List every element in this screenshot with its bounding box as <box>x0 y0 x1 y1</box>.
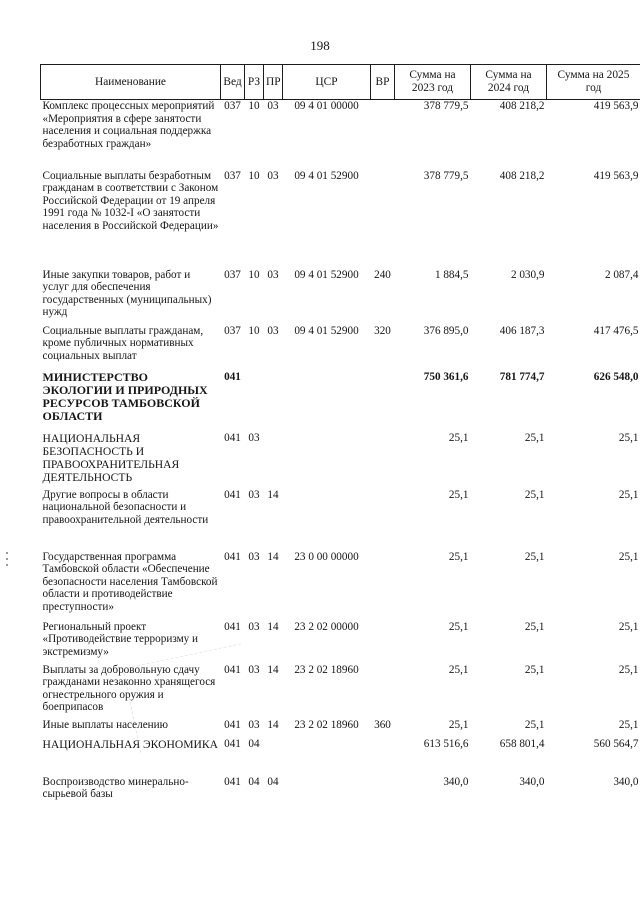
cell-ved: 041 <box>224 620 241 633</box>
cell-ved: 041 <box>224 488 241 501</box>
cell-sum-2023: 378 779,5 <box>423 169 469 182</box>
cell-vr <box>371 430 395 487</box>
cell-sum-2024: 408 218,2 <box>499 169 545 182</box>
cell-sum-2023: 25,1 <box>448 718 469 731</box>
cell-rz: 10 <box>248 324 260 337</box>
cell-csr: 23 2 02 00000 <box>294 620 359 633</box>
header-vr: ВР <box>371 65 395 100</box>
cell-name: Выплаты за добровольную сдачу гражданами незаконно хранящегося огнестрельного оружия и боеприпасов <box>42 663 216 714</box>
cell-ved: 041 <box>224 550 241 563</box>
cell-sum-2023: 25,1 <box>448 431 469 444</box>
cell-csr <box>283 430 371 487</box>
cell-rz: 03 <box>248 663 260 676</box>
cell-sum-2025: 560 564,7 <box>593 737 639 750</box>
cell-pr: 14 <box>267 620 279 633</box>
header-csr: ЦСР <box>283 65 371 100</box>
cell-sum-2024: 25,1 <box>524 718 545 731</box>
cell-ved: 041 <box>224 663 241 676</box>
cell-csr: 09 4 01 52900 <box>294 268 359 281</box>
cell-pr: 03 <box>267 324 279 337</box>
table-row <box>41 487 640 548</box>
cell-sum-2025: 25,1 <box>618 663 639 676</box>
cell-ved: 037 <box>224 268 241 281</box>
table-header-row <box>41 65 640 100</box>
cell-pr: 14 <box>267 550 279 563</box>
cell-sum-2024: 25,1 <box>524 663 545 676</box>
cell-vr <box>371 166 395 265</box>
cell-rz: 04 <box>248 775 260 788</box>
cell-csr: 23 0 00 00000 <box>294 550 359 563</box>
header-sum-2025: Сумма на 2025 год <box>547 65 640 100</box>
cell-ved: 037 <box>224 324 241 337</box>
cell-pr: 03 <box>267 100 279 112</box>
cell-sum-2025: 419 563,9 <box>593 100 639 112</box>
cell-pr: 14 <box>267 718 279 731</box>
table-row <box>41 321 640 367</box>
cell-csr <box>283 487 371 548</box>
cell-pr <box>264 367 283 430</box>
cell-ved: 037 <box>224 169 241 182</box>
cell-pr: 14 <box>267 663 279 676</box>
cell-name: Региональный проект «Противодействие терроризму и экстремизму» <box>42 620 199 658</box>
header-rz: РЗ <box>245 65 264 100</box>
cell-sum-2024: 25,1 <box>524 431 545 444</box>
cell-name: НАЦИОНАЛЬНАЯ ЭКОНОМИКА <box>42 737 219 751</box>
cell-ved: 041 <box>224 737 241 750</box>
table-row <box>41 548 640 619</box>
cell-vr <box>371 738 395 772</box>
cell-sum-2025: 2 087,4 <box>604 268 639 281</box>
table-row <box>41 717 640 738</box>
cell-name: Социальные выплаты гражданам, кроме публичных нормативных социальных выплат <box>42 324 204 362</box>
cell-sum-2024: 658 801,4 <box>499 737 545 750</box>
cell-sum-2024: 781 774,7 <box>499 370 545 383</box>
cell-vr <box>371 619 395 662</box>
table-row <box>41 772 640 804</box>
margin-mark <box>6 564 8 566</box>
header-sum-2023: Сумма на 2023 год <box>395 65 471 100</box>
cell-rz: 03 <box>248 488 260 501</box>
cell-sum-2024: 408 218,2 <box>499 100 545 112</box>
cell-rz: 03 <box>248 550 260 563</box>
cell-rz: 03 <box>248 431 260 444</box>
cell-sum-2023: 613 516,6 <box>423 737 469 750</box>
cell-sum-2023: 378 779,5 <box>423 100 469 112</box>
cell-pr: 03 <box>267 268 279 281</box>
cell-vr: 360 <box>374 718 391 731</box>
table-row <box>41 738 640 772</box>
cell-sum-2023: 25,1 <box>448 663 469 676</box>
header-sum-2024: Сумма на 2024 год <box>471 65 547 100</box>
cell-sum-2025: 340,0 <box>613 775 639 788</box>
margin-mark <box>6 552 8 554</box>
header-pr: ПР <box>264 65 283 100</box>
cell-sum-2025: 25,1 <box>618 550 639 563</box>
cell-ved: 041 <box>224 718 241 731</box>
cell-csr <box>283 738 371 772</box>
cell-sum-2025: 419 563,9 <box>593 169 639 182</box>
cell-vr <box>371 662 395 717</box>
cell-csr <box>283 367 371 430</box>
cell-name: Другие вопросы в области национальной безопасности и правоохранительной деятельности <box>42 488 209 526</box>
cell-sum-2025: 417 476,5 <box>593 324 639 337</box>
header-ved: Вед <box>221 65 245 100</box>
cell-sum-2024: 25,1 <box>524 620 545 633</box>
cell-sum-2025: 25,1 <box>618 718 639 731</box>
cell-sum-2024: 2 030,9 <box>510 268 545 281</box>
cell-sum-2023: 25,1 <box>448 488 469 501</box>
cell-vr <box>371 367 395 430</box>
cell-vr <box>371 772 395 804</box>
cell-csr: 09 4 01 52900 <box>294 169 359 182</box>
cell-sum-2023: 340,0 <box>443 775 469 788</box>
cell-rz: 03 <box>248 718 260 731</box>
cell-sum-2024: 406 187,3 <box>499 324 545 337</box>
cell-name: МИНИСТЕРСТВО ЭКОЛОГИИ И ПРИРОДНЫХ РЕСУРСОВ ТАМБОВСКОЙ ОБЛАСТИ <box>42 369 208 423</box>
page-number: 198 <box>310 38 330 53</box>
cell-rz: 04 <box>248 737 260 750</box>
cell-pr: 04 <box>267 775 279 788</box>
cell-sum-2023: 1 884,5 <box>434 268 469 281</box>
cell-csr: 23 2 02 18960 <box>294 718 359 731</box>
cell-ved: 041 <box>224 431 241 444</box>
cell-csr <box>283 772 371 804</box>
cell-vr: 320 <box>374 324 391 337</box>
cell-sum-2023: 376 895,0 <box>423 324 469 337</box>
table-row <box>41 619 640 662</box>
cell-name: Комплекс процессных мероприятий «Мероприятия в сфере занятости населения и социальная поддержка безработных граждан» <box>42 100 215 150</box>
table-row <box>41 265 640 321</box>
cell-pr <box>264 430 283 487</box>
cell-sum-2024: 25,1 <box>524 488 545 501</box>
cell-ved: 041 <box>224 775 241 788</box>
margin-mark <box>6 558 8 560</box>
cell-name: Государственная программа Тамбовской области «Обеспечение безопасности населения Тамбовской области и противодействие преступности» <box>42 550 218 613</box>
cell-vr <box>371 487 395 548</box>
table-row <box>41 166 640 265</box>
cell-pr: 14 <box>267 488 279 501</box>
cell-sum-2023: 750 361,6 <box>423 370 469 383</box>
cell-sum-2025: 25,1 <box>618 431 639 444</box>
cell-pr <box>264 738 283 772</box>
cell-vr <box>371 548 395 619</box>
cell-name: Иные закупки товаров, работ и услуг для обеспечения государственных (муниципальных) нужд <box>42 268 212 319</box>
cell-pr: 03 <box>267 169 279 182</box>
cell-name: Воспроизводство минерально-сырьевой базы <box>42 775 189 801</box>
cell-sum-2023: 25,1 <box>448 620 469 633</box>
cell-rz <box>245 367 264 430</box>
cell-name: Иные выплаты населению <box>42 718 168 731</box>
cell-name: НАЦИОНАЛЬНАЯ БЕЗОПАСНОСТЬ И ПРАВООХРАНИТЕЛЬНАЯ ДЕЯТЕЛЬНОСТЬ <box>42 431 180 484</box>
cell-vr: 240 <box>374 268 391 281</box>
cell-ved: 041 <box>224 370 241 383</box>
cell-rz: 10 <box>248 169 260 182</box>
cell-rz: 10 <box>248 100 260 112</box>
cell-vr <box>371 100 395 166</box>
cell-sum-2024: 25,1 <box>524 550 545 563</box>
cell-ved: 037 <box>224 100 241 112</box>
cell-rz: 03 <box>248 620 260 633</box>
cell-rz: 10 <box>248 268 260 281</box>
table-row <box>41 367 640 430</box>
header-name: Наименование <box>41 65 221 100</box>
cell-sum-2024: 340,0 <box>519 775 545 788</box>
table-row <box>41 100 640 166</box>
cell-csr: 09 4 01 00000 <box>294 100 359 112</box>
cell-sum-2025: 626 548,0 <box>593 370 639 383</box>
table-row <box>41 430 640 487</box>
cell-sum-2025: 25,1 <box>618 620 639 633</box>
cell-csr: 23 2 02 18960 <box>294 663 359 676</box>
cell-sum-2023: 25,1 <box>448 550 469 563</box>
cell-name: Социальные выплаты безработным гражданам в соответствии с Законом Российской Федерации от 19 апреля 1991 года № 1032-I «О занятости населения в Российской Федерации» <box>42 169 219 232</box>
cell-sum-2025: 25,1 <box>618 488 639 501</box>
cell-csr: 09 4 01 52900 <box>294 324 359 337</box>
